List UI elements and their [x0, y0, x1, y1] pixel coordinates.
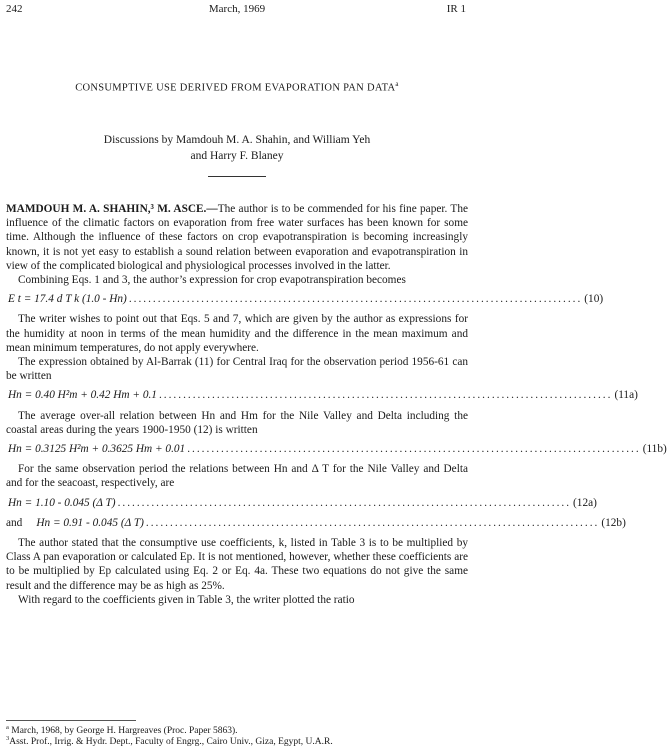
- page-number: 242: [6, 3, 23, 15]
- equation-11a-formula: Hn = 0.40 H²m + 0.42 Hm + 0.1: [8, 389, 157, 402]
- equation-10-number: (10): [584, 293, 604, 306]
- equation-12b-number: (12b): [601, 516, 626, 529]
- leader-dots: ..............................................................................................: [145, 516, 600, 529]
- title-divider: [208, 176, 266, 177]
- footnote-a-text: March, 1968, by George H. Hargreaves (Proc. Paper 5863).: [11, 726, 238, 737]
- equation-12a: [6, 496, 597, 510]
- equation-10-formula: E t = 17.4 d T k (1.0 - Hn): [8, 293, 127, 306]
- title-footnote-mark: a: [395, 80, 399, 88]
- paragraph-7: The author stated that the consumptive use coefficients, k, listed in Table 3 is to be multiplied by Class A pan evaporation or calculated Ep. It is not mentioned, however, whether these coefficients are to be multiplied by Ep calculated using Eq. 2 or Eq. 4a. These two equations do not give the same result and the difference may be as high as 25%.: [6, 537, 468, 592]
- discussion-authors-line2: and Harry F. Blaney: [190, 150, 284, 162]
- equation-12b-prefix: and: [6, 516, 23, 529]
- equation-12b: [6, 516, 626, 530]
- equation-12b-formula: Hn = 0.91 - 0.045 (Δ T): [36, 516, 144, 529]
- discussion-authors-line1: Discussions by Mamdouh M. A. Shahin, and William Yeh: [103, 134, 371, 146]
- equation-11b-formula: Hn = 0.3125 H²m + 0.3625 Hm + 0.01: [8, 443, 186, 456]
- paragraph-1-text: The author is to be commended for his fine paper. The influence of the climatic factors on evaporation from free water surfaces has been known for some time. Although the influence of these factors on crop evapotranspiration is becoming increasingly known, it is not yet easy to establish a sound relation between evaporation and evapotranspiration in view of the complicated biological and physiological processes involved in the latter.: [6, 203, 468, 272]
- leader-dots: ..............................................................................................: [128, 293, 583, 306]
- title-text: CONSUMPTIVE USE DERIVED FROM EVAPORATION PAN DATA: [75, 82, 396, 94]
- equation-11b-number: (11b): [642, 443, 667, 456]
- journal-code: IR 1: [446, 3, 466, 15]
- equation-11a-number: (11a): [614, 389, 638, 402]
- footnote-divider: [6, 720, 136, 721]
- equation-11b: [6, 442, 667, 456]
- footnote-3-mark: 3: [6, 735, 10, 742]
- paragraph-2: Combining Eqs. 1 and 3, the author’s expression for crop evapotranspiration becomes: [18, 274, 406, 287]
- footnote-3-text: Asst. Prof., Irrig. & Hydr. Dept., Faculty of Engrg., Cairo Univ., Giza, Egypt, U.A.R.: [9, 737, 333, 748]
- paragraph-3: The writer wishes to point out that Eqs. 5 and 7, which are given by the author as expressions for the humidity at noon in terms of the mean humidity and the difference in the mean maximum and mean minimum temperatures, do not apply everywhere.: [6, 313, 468, 354]
- paragraph-8: With regard to the coefficients given in Table 3, the writer plotted the ratio: [18, 593, 355, 606]
- equation-12a-number: (12a): [573, 496, 597, 509]
- footnote-a-mark: a: [6, 724, 9, 731]
- equation-10: [6, 292, 604, 306]
- issue-date: March, 1969: [208, 3, 266, 15]
- leader-dots: ..............................................................................................: [158, 389, 613, 402]
- paragraph-1: [6, 202, 468, 273]
- author-lead: MAMDOUH M. A. SHAHIN,³ M. ASCE.—: [6, 203, 218, 215]
- paragraph-4: The expression obtained by Al-Barrak (11) for Central Iraq for the observation period 1956-61 can be written: [6, 356, 468, 383]
- equation-12a-formula: Hn = 1.10 - 0.045 (Δ T): [8, 496, 116, 509]
- paragraph-5: The average over-all relation between Hn and Hm for the Nile Valley and Delta including the coastal areas during the years 1900-1950 (12) is written: [6, 409, 468, 436]
- paragraph-6: For the same observation period the relations between Hn and Δ T for the Nile Valley and Delta and for the seacoast, respectively, are: [6, 463, 468, 490]
- leader-dots: ..............................................................................................: [187, 443, 641, 456]
- equation-11a: [6, 388, 638, 402]
- footnote-3: [6, 733, 468, 748]
- article-body: [6, 202, 667, 607]
- leader-dots: ..............................................................................................: [117, 496, 572, 509]
- article-title: [0, 80, 474, 94]
